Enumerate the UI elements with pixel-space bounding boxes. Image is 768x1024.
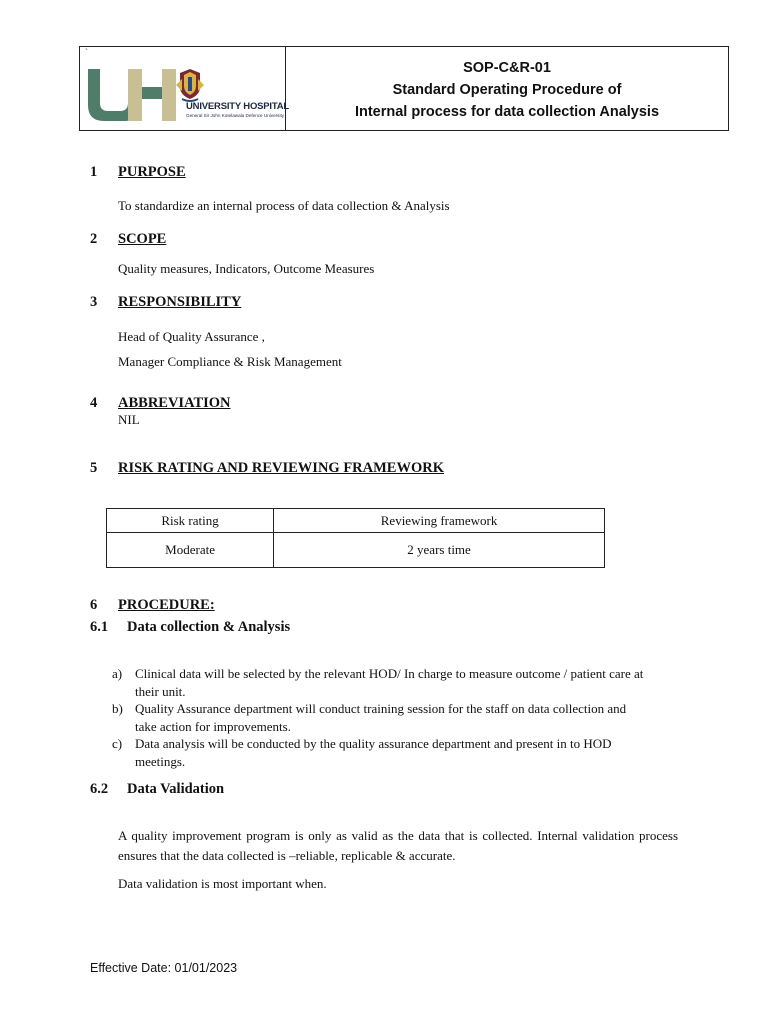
subsection-title: Data collection & Analysis: [127, 619, 291, 635]
section-title: PURPOSE: [118, 164, 186, 180]
section-number: 2: [90, 231, 98, 247]
list-marker: a): [112, 666, 123, 681]
table-header-cell: Reviewing framework: [274, 509, 605, 533]
section-title: PROCEDURE:: [118, 597, 215, 613]
list-item-line: Data analysis will be conducted by the quality assurance department and present in to HOD: [135, 736, 612, 751]
table-header-row: [107, 509, 605, 533]
doc-title-line1: Standard Operating Procedure of: [392, 81, 622, 98]
list-item-line: their unit.: [135, 683, 186, 699]
subsection-number: 6.1: [90, 619, 109, 635]
scope-text: Quality measures, Indicators, Outcome Measures: [118, 261, 375, 276]
logo-subtitle: General Sir John Kotelawala Defence University: [186, 113, 285, 118]
effective-date: Effective Date: 01/01/2023: [90, 961, 238, 975]
header-title-cell: [286, 47, 728, 130]
data-collection-list: [112, 665, 672, 770]
crest-icon: [176, 69, 204, 101]
list-item-line: Quality Assurance department will conduct training session for the staff on data collection and: [135, 701, 627, 716]
section-number: 1: [90, 164, 98, 180]
responsibility-line: Manager Compliance & Risk Management: [118, 354, 342, 369]
table-header-cell: Risk rating: [107, 509, 274, 533]
responsibility-line: Head of Quality Assurance ,: [118, 329, 265, 344]
subsection-title: Data Validation: [127, 781, 225, 797]
table-row: [107, 533, 605, 568]
doc-title-line2: Internal process for data collection Analysis: [354, 103, 660, 120]
abbreviation-text: NIL: [118, 412, 140, 427]
section-title: SCOPE: [118, 231, 167, 247]
section-title: ABBREVIATION: [118, 395, 231, 411]
list-item: [112, 735, 672, 770]
list-item: [112, 665, 672, 700]
doc-code: SOP-C&R-01: [463, 59, 551, 76]
section-title: RESPONSIBILITY: [118, 294, 242, 310]
risk-table: [106, 508, 605, 568]
section-number: 3: [90, 294, 98, 310]
list-item-line: meetings.: [135, 753, 186, 769]
list-item: [112, 700, 672, 735]
list-item-line: take action for improvements.: [135, 718, 291, 734]
table-cell: 2 years time: [274, 533, 605, 568]
table-cell: Moderate: [107, 533, 274, 568]
logo-name: UNIVERSITY HOSPITAL: [186, 101, 290, 112]
list-marker: b): [112, 701, 123, 716]
subsection-number: 6.2: [90, 781, 109, 797]
purpose-text: To standardize an internal process of data collection & Analysis: [118, 198, 450, 213]
section-number: 6: [90, 597, 98, 613]
validation-paragraph: A quality improvement program is only as valid as the data that is collected. Internal validation process ensures that the data collected is –reliable, replicable & accurate.: [118, 828, 678, 863]
header-mark: `: [85, 47, 88, 57]
section-number: 4: [90, 395, 98, 411]
list-item-line: Clinical data will be selected by the relevant HOD/ In charge to measure outcome / patient care at: [135, 666, 644, 681]
section-title: RISK RATING AND REVIEWING FRAMEWORK: [118, 460, 445, 476]
list-marker: c): [112, 736, 123, 751]
document-header: [79, 46, 729, 131]
section-number: 5: [90, 460, 98, 476]
validation-note: Data validation is most important when.: [118, 876, 327, 891]
logo-cell: [80, 47, 290, 130]
